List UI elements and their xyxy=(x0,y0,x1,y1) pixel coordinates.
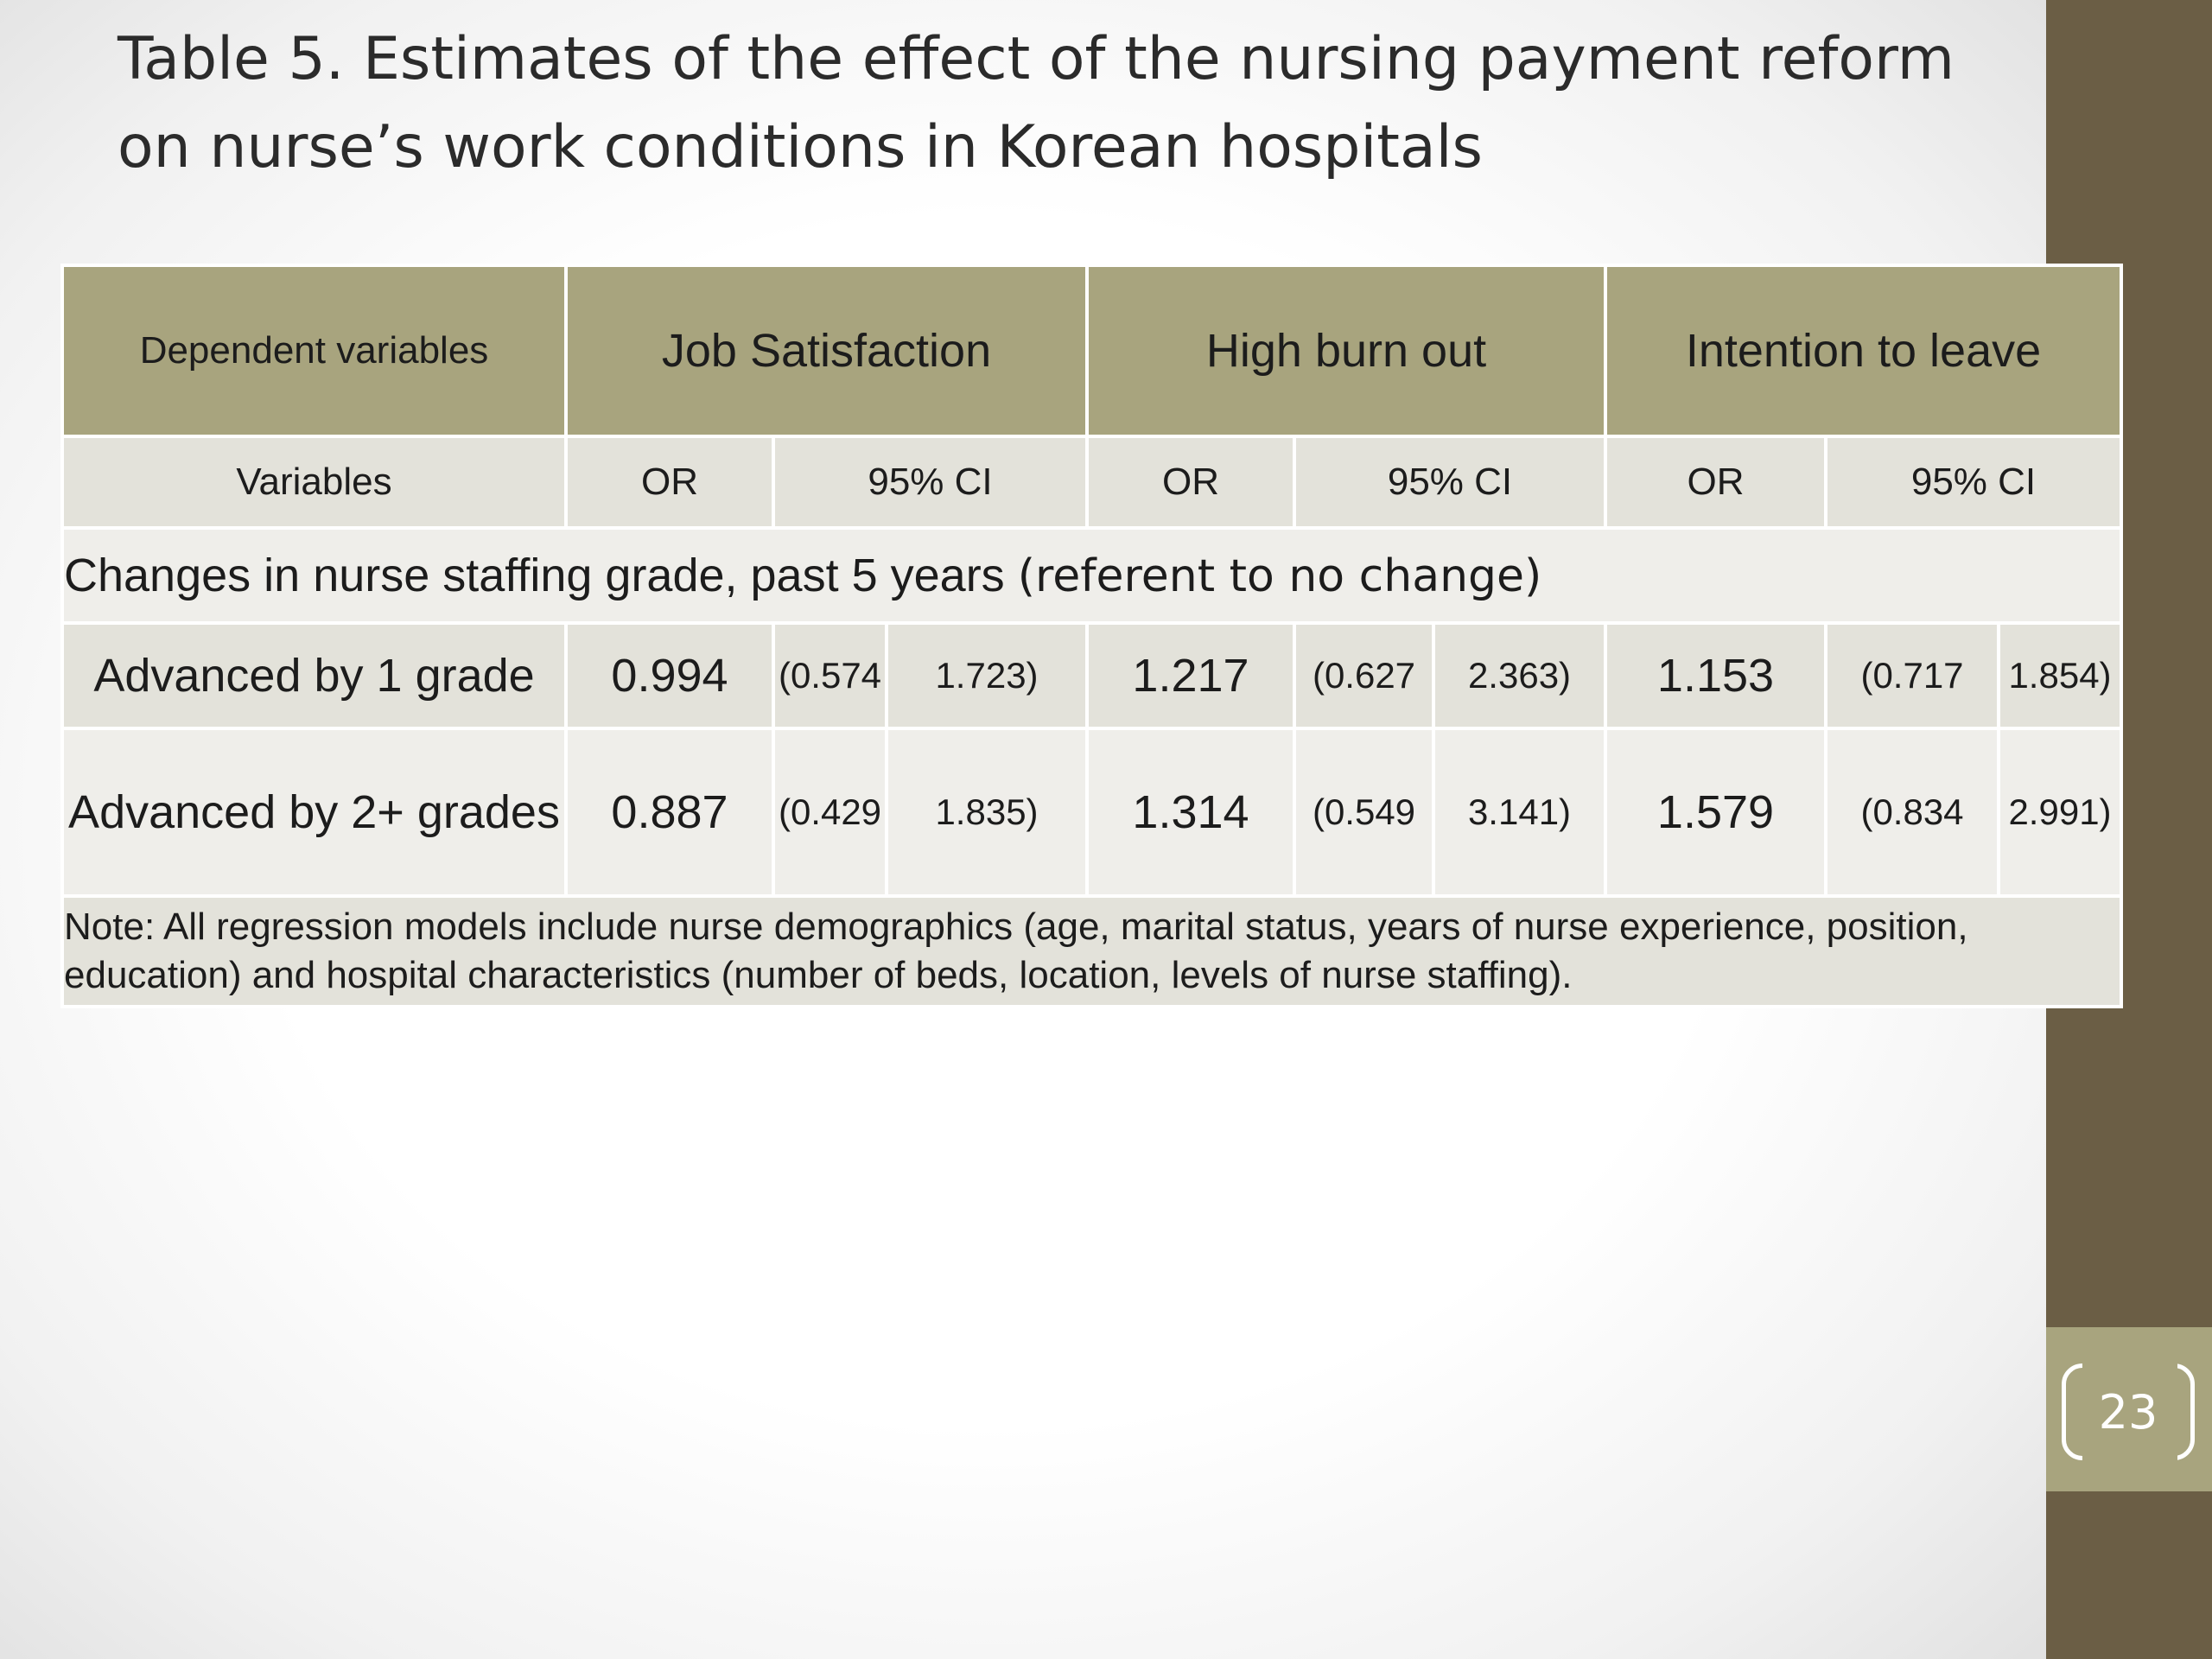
ci-lower: (0.834 xyxy=(1826,728,1999,896)
dependent-variables-header: Dependent variables xyxy=(62,265,566,436)
ci-lower: (0.627 xyxy=(1294,623,1433,728)
or-header-intention-to-leave: OR xyxy=(1605,436,1826,528)
note-row xyxy=(62,896,2121,1007)
or-value: 1.314 xyxy=(1087,728,1294,896)
section-referent-note: (referent to no change) xyxy=(1017,550,1542,602)
table-row xyxy=(62,623,2121,728)
section-label: Changes in nurse staffing grade, past 5 years xyxy=(64,550,1005,601)
ci-upper: 1.835) xyxy=(887,728,1087,896)
or-value: 0.994 xyxy=(566,623,773,728)
ci-lower: (0.549 xyxy=(1294,728,1433,896)
ci-lower: (0.574 xyxy=(773,623,887,728)
ci-lower: (0.717 xyxy=(1826,623,1999,728)
ci-upper: 1.854) xyxy=(1999,623,2121,728)
or-header-high-burn-out: OR xyxy=(1087,436,1294,528)
ci-lower: (0.429 xyxy=(773,728,887,896)
header-job-satisfaction: Job Satisfaction xyxy=(566,265,1087,436)
results-table xyxy=(60,264,2123,1008)
section-row xyxy=(62,528,2121,623)
or-value: 0.887 xyxy=(566,728,773,896)
table-note: Note: All regression models include nurse demographics (age, marital status, years of nurse experience, position, education) and hospital characteristics (number of beds, location, levels of nurse staffing). xyxy=(62,896,2121,1007)
or-header-job-satisfaction: OR xyxy=(566,436,773,528)
table-subheader-row xyxy=(62,436,2121,528)
row-label: Advanced by 2+ grades xyxy=(62,728,566,896)
ci-upper: 2.363) xyxy=(1433,623,1605,728)
or-value: 1.153 xyxy=(1605,623,1826,728)
ci-header-high-burn-out: 95% CI xyxy=(1294,436,1605,528)
table-row xyxy=(62,728,2121,896)
ci-header-intention-to-leave: 95% CI xyxy=(1826,436,2121,528)
ci-upper: 1.723) xyxy=(887,623,1087,728)
ci-upper: 2.991) xyxy=(1999,728,2121,896)
variables-header: Variables xyxy=(62,436,566,528)
row-label: Advanced by 1 grade xyxy=(62,623,566,728)
or-value: 1.217 xyxy=(1087,623,1294,728)
section-label-cell xyxy=(62,528,2121,623)
table-header-row xyxy=(62,265,2121,436)
or-value: 1.579 xyxy=(1605,728,1826,896)
page-number: 23 xyxy=(2098,1384,2158,1440)
ci-upper: 3.141) xyxy=(1433,728,1605,896)
ci-header-job-satisfaction: 95% CI xyxy=(773,436,1087,528)
slide-title: Table 5. Estimates of the effect of the nursing payment reform on nurse’s work conditions in Korean hospitals xyxy=(118,25,1955,181)
header-high-burn-out: High burn out xyxy=(1087,265,1605,436)
header-intention-to-leave: Intention to leave xyxy=(1605,265,2121,436)
